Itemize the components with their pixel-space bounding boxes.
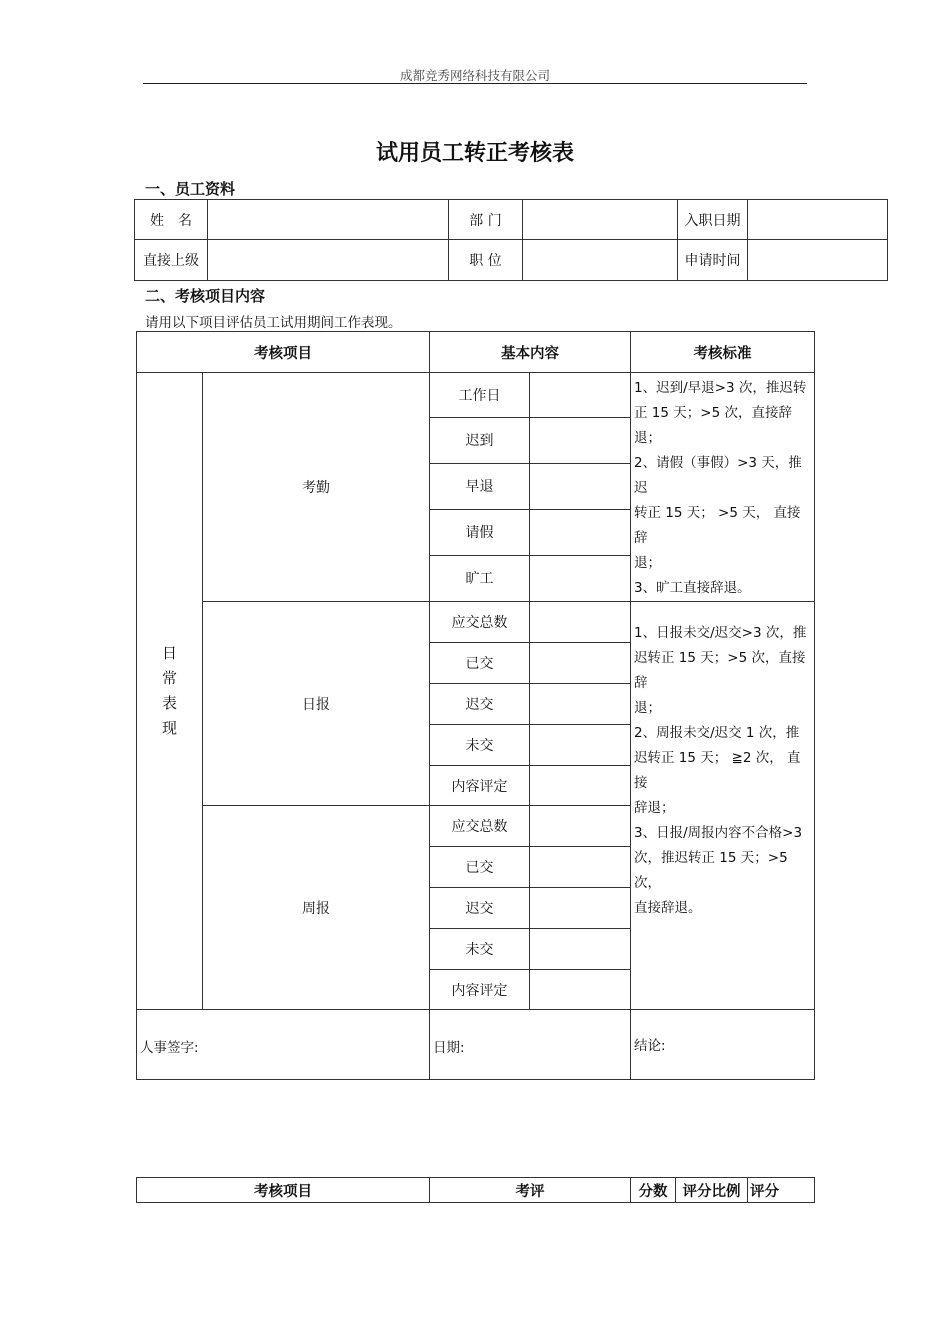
row-label: 迟交: [430, 684, 530, 725]
score-header-review: 考评: [430, 1178, 631, 1203]
score-header-item: 考核项目: [137, 1178, 430, 1203]
category-daily-performance: [137, 373, 203, 1010]
entry-date-field[interactable]: [748, 200, 888, 240]
row-label: 请假: [430, 509, 530, 555]
header-divider: [143, 83, 807, 84]
dept-field[interactable]: [523, 200, 678, 240]
company-header: 成都竞秀网络科技有限公司: [399, 68, 550, 83]
standard-line: 2、周报未交/迟交 1 次，推: [634, 724, 800, 741]
row-value-field[interactable]: [530, 929, 631, 970]
row-label: 迟交: [430, 888, 530, 929]
row-label: 工作日: [430, 373, 530, 418]
employee-info-table: [134, 199, 888, 281]
row-label: 未交: [430, 929, 530, 970]
conclusion-field[interactable]: 结论:: [631, 1010, 815, 1080]
category-char: 现: [161, 719, 177, 737]
attendance-standard: [631, 373, 815, 602]
row-label: 已交: [430, 847, 530, 888]
standard-line: 3、旷工直接辞退。: [634, 580, 751, 596]
row-value-field[interactable]: [530, 684, 631, 725]
row-value-field[interactable]: [530, 970, 631, 1010]
row-value-field[interactable]: [530, 463, 631, 509]
standard-line: 退；: [634, 699, 661, 716]
section2-heading: 二、考核项目内容: [145, 287, 266, 305]
name-label: 姓 名: [135, 200, 208, 240]
category-char: 常: [161, 669, 177, 687]
dept-label: 部 门: [449, 200, 523, 240]
standard-line: 辞退；: [634, 799, 675, 816]
row-value-field[interactable]: [530, 509, 631, 555]
category-char: 日: [161, 644, 177, 662]
report-standard: [631, 602, 815, 1010]
score-header-ratio: 评分比例: [676, 1178, 748, 1203]
supervisor-label: 直接上级: [135, 240, 208, 281]
name-field[interactable]: [208, 200, 449, 240]
row-label: 应交总数: [430, 806, 530, 847]
assessment-table: [136, 331, 815, 1080]
row-value-field[interactable]: [530, 725, 631, 766]
row-value-field[interactable]: [530, 602, 631, 643]
section1-heading: 一、员工资料: [145, 180, 236, 198]
row-value-field[interactable]: [530, 847, 631, 888]
row-value-field[interactable]: [530, 806, 631, 847]
standard-line: 迟转正 15 天；>5 次，直接辞: [634, 649, 806, 691]
position-field[interactable]: [523, 240, 678, 281]
score-header-rating: 评分: [748, 1178, 815, 1203]
header-standard: 考核标准: [631, 332, 815, 373]
hr-signature-field[interactable]: 人事签字:: [137, 1010, 430, 1080]
row-label: 迟到: [430, 417, 530, 463]
apply-time-field[interactable]: [748, 240, 888, 281]
row-label: 已交: [430, 643, 530, 684]
row-label: 旷工: [430, 555, 530, 601]
standard-line: 次，推迟转正 15 天；>5 次，: [634, 849, 788, 891]
row-label: 内容评定: [430, 766, 530, 806]
scoring-table: [136, 1177, 815, 1203]
standard-line: 1、日报未交/迟交>3 次，推: [634, 624, 807, 641]
entry-date-label: 入职日期: [678, 200, 748, 240]
row-label: 内容评定: [430, 970, 530, 1010]
standard-line: 退；: [634, 555, 661, 571]
row-label: 未交: [430, 725, 530, 766]
apply-time-label: 申请时间: [678, 240, 748, 281]
row-value-field[interactable]: [530, 766, 631, 806]
standard-line: 1、迟到/早退>3 次，推迟转: [634, 380, 807, 396]
row-value-field[interactable]: [530, 417, 631, 463]
group-weekly-report: 周报: [203, 806, 430, 1010]
standard-line: 迟转正 15 天； ≧2 次， 直接: [634, 749, 801, 791]
category-char: 表: [161, 694, 177, 712]
row-value-field[interactable]: [530, 888, 631, 929]
group-daily-report: 日报: [203, 602, 430, 806]
standard-line: 2、请假（事假）>3 天，推迟: [634, 455, 802, 496]
position-label: 职 位: [449, 240, 523, 281]
header-content: 基本内容: [430, 332, 631, 373]
row-value-field[interactable]: [530, 643, 631, 684]
standard-line: 转正 15 天； >5 天， 直接辞: [634, 505, 801, 546]
standard-line: 正 15 天；>5 次，直接辞退；: [634, 405, 792, 446]
section2-note: 请用以下项目评估员工试用期间工作表现。: [145, 315, 402, 331]
group-attendance: 考勤: [203, 373, 430, 602]
standard-line: 直接辞退。: [634, 899, 702, 916]
standard-line: 3、日报/周报内容不合格>3: [634, 824, 803, 841]
row-value-field[interactable]: [530, 373, 631, 418]
header-item: 考核项目: [137, 332, 430, 373]
date-field[interactable]: 日期:: [430, 1010, 631, 1080]
page-title: 试用员工转正考核表: [375, 141, 574, 166]
row-label: 早退: [430, 463, 530, 509]
row-value-field[interactable]: [530, 555, 631, 601]
score-header-score: 分数: [631, 1178, 676, 1203]
supervisor-field[interactable]: [208, 240, 449, 281]
row-label: 应交总数: [430, 602, 530, 643]
